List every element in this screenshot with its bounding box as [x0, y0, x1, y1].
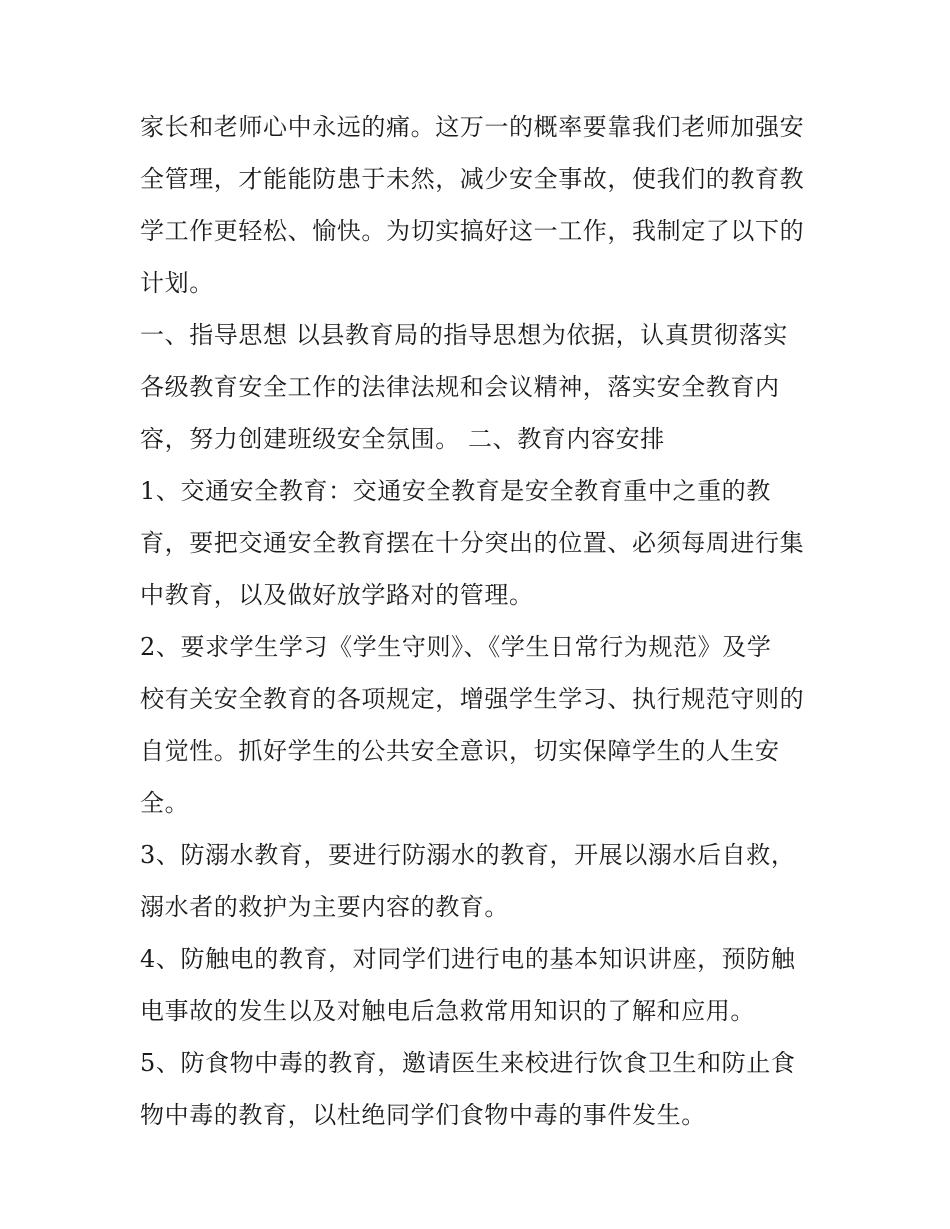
text-line: 育，要把交通安全教育摆在十分突出的位置、必须每周进行集 — [140, 529, 805, 557]
text-line: 3、防溺水教育，要进行防溺水的教育，开展以溺水后自救， — [140, 841, 796, 869]
document-body — [140, 101, 820, 1141]
text-line: 电事故的发生以及对触电后急救常用知识的了解和应用。 — [140, 997, 755, 1025]
text-line: 校有关安全教育的各项规定，增强学生学习、执行规范守则的 — [140, 685, 805, 713]
text-line: 全管理，才能能防患于未然，减少安全事故，使我们的教育教 — [140, 165, 805, 193]
text-line: 各级教育安全工作的法律法规和会议精神，落实安全教育内 — [140, 373, 780, 401]
text-line: 家长和老师心中永远的痛。这万一的概率要靠我们老师加强安 — [140, 113, 805, 141]
text-line: 溺水者的救护为主要内容的教育。 — [140, 893, 509, 921]
text-line: 中教育，以及做好放学路对的管理。 — [140, 581, 534, 609]
text-line: 一、指导思想 以县教育局的指导思想为依据，认真贯彻落实 — [140, 321, 788, 349]
text-line: 物中毒的教育，以杜绝同学们食物中毒的事件发生。 — [140, 1101, 706, 1129]
text-line: 2、要求学生学习《学生守则》、《学生日常行为规范》及学 — [140, 633, 772, 661]
text-line: 4、防触电的教育，对同学们进行电的基本知识讲座，预防触 — [140, 945, 796, 973]
text-line: 自觉性。抓好学生的公共安全意识，切实保障学生的人生安 — [140, 737, 780, 765]
text-line: 计划。 — [140, 269, 214, 297]
text-line: 容，努力创建班级安全氛围。 二、教育内容安排 — [140, 425, 665, 453]
text-line: 1、交通安全教育：交通安全教育是安全教育重中之重的教 — [140, 477, 771, 505]
text-line: 学工作更轻松、愉快。为切实搞好这一工作，我制定了以下的 — [140, 217, 805, 245]
text-line: 全。 — [140, 789, 190, 817]
text-line: 5、防食物中毒的教育，邀请医生来校进行饮食卫生和防止食 — [140, 1049, 796, 1077]
